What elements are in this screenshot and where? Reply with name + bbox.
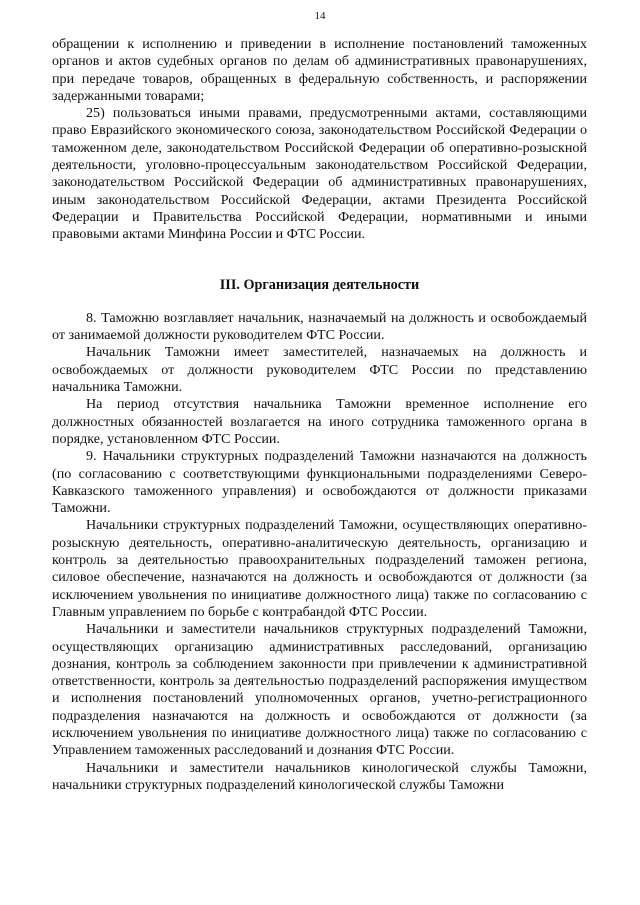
paragraph-continuation: обращении к исполнению и приведении в исполнение постановлений таможенных органов и актов судебных органов по делам об административных правонарушениях, при передаче товаров, обращенных в федеральную собственность, и распоряжении задержанными товарами; xyxy=(52,36,587,104)
section-heading: III. Организация деятельности xyxy=(219,276,420,293)
paragraph-item-9: 9. Начальники структурных подразделений Таможни назначаются на должность (по согласованию с соответствующими функциональными подразделениями Северо-Кавказского таможенного управления) и освобождаются от должности приказами Таможни. xyxy=(52,448,587,517)
paragraph-operative-units: Начальники структурных подразделений Таможни, осуществляющих оперативно-розыскную деятельность, оперативно-аналитическую деятельность, организацию и контроль за деятельностью правоохранительных подразделений таможен региона, силовое обеспечение, назначаются на должность и освобождаются от должности (за исключением увольнения по инициативе должностного лица) также по согласованию с Главным управлением по борьбе с контрабандой ФТС России. xyxy=(52,517,587,620)
paragraph-item-8: 8. Таможню возглавляет начальник, назначаемый на должность и освобождаемый от занимаемой должности руководителем ФТС России. xyxy=(52,309,587,344)
document-body xyxy=(52,36,587,794)
paragraph-item-25: 25) пользоваться иными правами, предусмотренными актами, составляющими право Евразийского экономического союза, законодательством Российской Федерации о таможенном деле, законодательством Российской Федерации об оперативно-розыскной деятельности, уголовно-процессуальным законодательством Российской Федерации, законодательством Российской Федерации об административных правонарушениях, иным законодательством Российской Федерации, актами Президента Российской Федерации и Правительства Российской Федерации, нормативными и иными правовыми актами Минфина России и ФТС России. xyxy=(52,105,587,243)
paragraph-investigation-units: Начальники и заместители начальников структурных подразделений Таможни, осуществляющих организацию административных расследований, организацию дознания, контроль за соблюдением законности при привлечении к административной ответственности, контроль за деятельностью подразделений распоряжения имуществом и исполнения постановлений уполномоченных органов, учетно-регистрационного подразделения назначаются на должность и освобождаются от должности (за исключением увольнения по инициативе должностного лица) также по согласованию с Управлением таможенных расследований и дознания ФТС России. xyxy=(52,621,587,759)
page-number: 14 xyxy=(314,10,326,22)
paragraph-canine-service: Начальники и заместители начальников кинологической службы Таможни, начальники структурных подразделений кинологической службы Таможни xyxy=(52,759,587,793)
paragraph-deputies: Начальник Таможни имеет заместителей, назначаемых на должность и освобождаемых от должности руководителем ФТС России по представлению начальника Таможни. xyxy=(52,344,587,396)
paragraph-temporary-duties: На период отсутствия начальника Таможни временное исполнение его должностных обязанностей возлагается на иного сотрудника таможенного органа в порядке, установленном ФТС России. xyxy=(52,396,587,447)
